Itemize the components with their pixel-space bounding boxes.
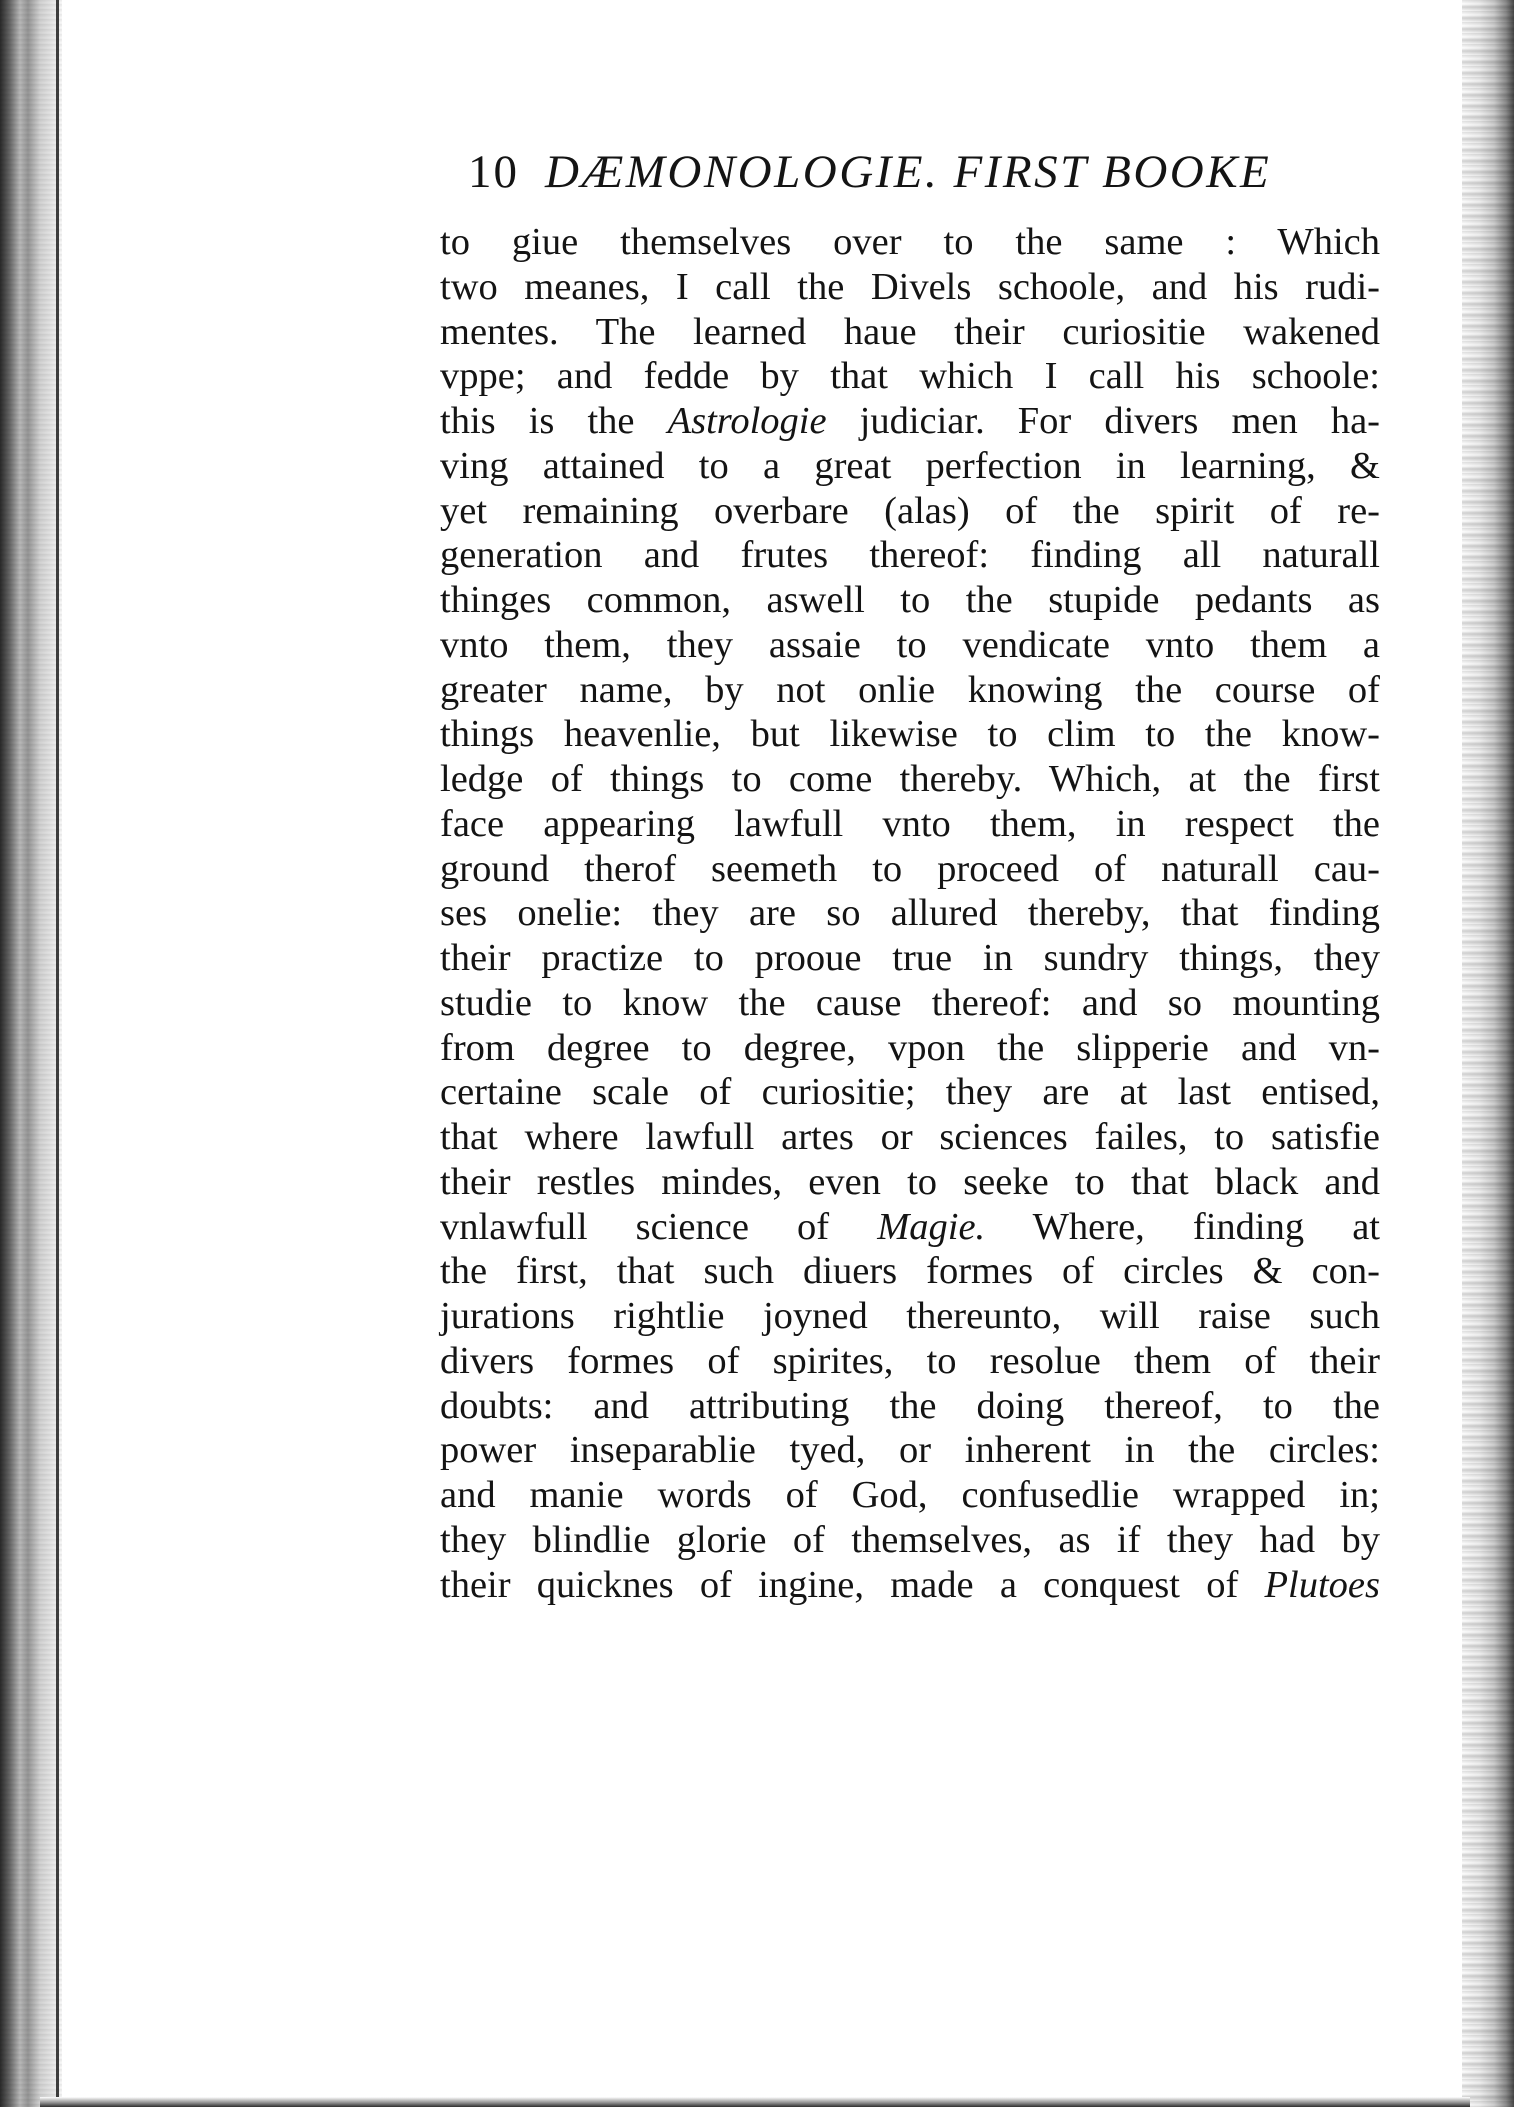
text-segment: and manie words of God, confusedlie wrapped in; bbox=[440, 1474, 1380, 1516]
text-segment: their quicknes of ingine, made a conquest of bbox=[440, 1563, 1265, 1606]
text-line bbox=[440, 1205, 1380, 1250]
running-head bbox=[468, 142, 1348, 202]
text-line bbox=[440, 802, 1380, 847]
text-line bbox=[440, 578, 1380, 623]
text-line bbox=[440, 1428, 1380, 1473]
page-number: 10 bbox=[468, 146, 519, 198]
text-segment: doubts: and attributing the doing thereof, to the bbox=[440, 1384, 1380, 1427]
text-line bbox=[440, 1160, 1380, 1205]
text-segment: certaine scale of curiositie; they are at last entised, bbox=[440, 1071, 1380, 1114]
text-segment: Where, finding at bbox=[985, 1205, 1380, 1248]
text-segment: vnto them, they assaie to vendicate vnto them a bbox=[440, 623, 1380, 666]
text-line bbox=[440, 444, 1380, 489]
text-line bbox=[440, 310, 1380, 355]
text-line bbox=[440, 757, 1380, 802]
text-segment: face appearing lawfull vnto them, in respect the bbox=[440, 802, 1380, 845]
text-segment: ledge of things to come thereby. Which, at the first bbox=[440, 758, 1380, 800]
italic-term: Magie. bbox=[877, 1205, 986, 1248]
text-segment: to giue themselves over to the same : Which bbox=[440, 221, 1380, 263]
text-segment: from degree to degree, vpon the slipperie and vn- bbox=[440, 1026, 1380, 1069]
text-line bbox=[440, 668, 1380, 713]
text-line bbox=[440, 1384, 1380, 1429]
text-line bbox=[440, 847, 1380, 892]
text-line bbox=[440, 1026, 1380, 1071]
text-line bbox=[440, 265, 1380, 310]
text-segment: vppe; and fedde by that which I call his schoole: bbox=[440, 355, 1380, 398]
text-segment: things heavenlie, but likewise to clim to the know- bbox=[440, 713, 1380, 756]
text-line bbox=[440, 1339, 1380, 1384]
text-segment: that where lawfull artes or sciences failes, to satisfie bbox=[440, 1116, 1380, 1158]
text-segment: ground therof seemeth to proceed of naturall cau- bbox=[440, 847, 1380, 890]
text-line bbox=[440, 712, 1380, 757]
text-line bbox=[440, 220, 1380, 265]
text-line bbox=[440, 891, 1380, 936]
body-text bbox=[440, 220, 1380, 1607]
binding-gutter bbox=[0, 0, 62, 2107]
text-line bbox=[440, 1249, 1380, 1294]
text-segment: greater name, by not onlie knowing the course of bbox=[440, 668, 1380, 711]
italic-term: Plutoes bbox=[1264, 1563, 1380, 1606]
text-line bbox=[440, 1563, 1380, 1608]
text-line bbox=[440, 1070, 1380, 1115]
text-segment: mentes. The learned haue their curiositie wakened bbox=[440, 310, 1380, 353]
running-title: DÆMONOLOGIE. FIRST BOOKE bbox=[545, 146, 1272, 198]
text-line bbox=[440, 1473, 1380, 1518]
text-segment: power inseparablie tyed, or inherent in the circles: bbox=[440, 1429, 1380, 1472]
text-line bbox=[440, 489, 1380, 534]
text-line bbox=[440, 399, 1380, 444]
text-line bbox=[440, 1294, 1380, 1339]
text-line bbox=[440, 533, 1380, 578]
italic-term: Astrologie bbox=[667, 400, 827, 442]
text-segment: judiciar. For divers men ha- bbox=[826, 400, 1381, 442]
page-edge-bottom bbox=[40, 2097, 1470, 2107]
text-line bbox=[440, 1115, 1380, 1160]
text-segment: jurations rightlie joyned thereunto, will raise such bbox=[440, 1295, 1380, 1337]
text-segment: generation and frutes thereof: finding all naturall bbox=[440, 534, 1380, 577]
text-line bbox=[440, 981, 1380, 1026]
text-segment: two meanes, I call the Divels schoole, and his rudi- bbox=[440, 265, 1380, 308]
gutter-rule bbox=[56, 0, 59, 2107]
text-segment: they blindlie glorie of themselves, as if they had by bbox=[440, 1518, 1380, 1561]
text-segment: vnlawfull science of bbox=[440, 1205, 878, 1248]
text-segment: ving attained to a great perfection in learning, & bbox=[440, 444, 1380, 487]
text-line bbox=[440, 354, 1380, 399]
text-segment: studie to know the cause thereof: and so mounting bbox=[440, 981, 1380, 1024]
text-segment: this is the bbox=[440, 400, 668, 442]
text-segment: ses onelie: they are so allured thereby, that finding bbox=[440, 892, 1380, 935]
text-line bbox=[440, 623, 1380, 668]
text-segment: the first, that such diuers formes of circles & con- bbox=[440, 1250, 1380, 1293]
text-line bbox=[440, 1518, 1380, 1563]
text-segment: their restles mindes, even to seeke to that black and bbox=[440, 1160, 1380, 1203]
page-edge-right bbox=[1462, 0, 1514, 2107]
text-segment: divers formes of spirites, to resolue them of their bbox=[440, 1339, 1380, 1382]
text-segment: their practize to prooue true in sundry things, they bbox=[440, 937, 1380, 979]
text-segment: thinges common, aswell to the stupide pedants as bbox=[440, 579, 1380, 621]
text-segment: yet remaining overbare (alas) of the spirit of re- bbox=[440, 489, 1380, 532]
text-line bbox=[440, 936, 1380, 981]
